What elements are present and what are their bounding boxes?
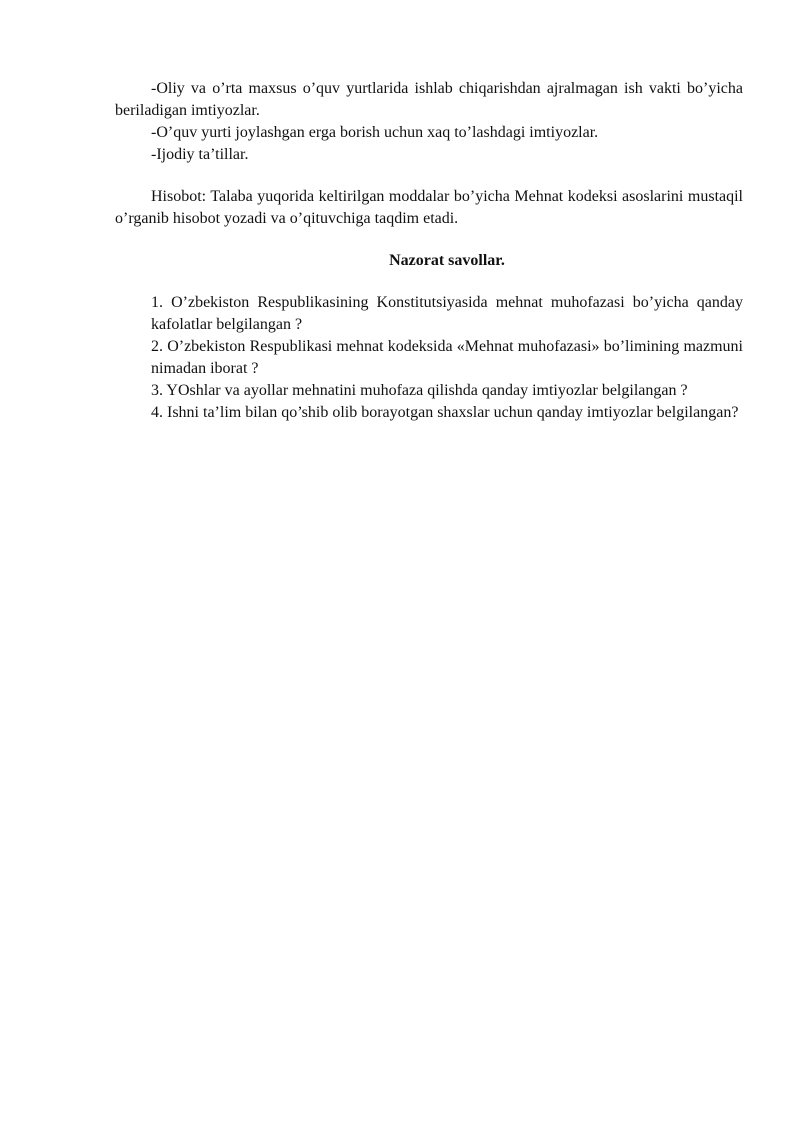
spacer bbox=[115, 272, 743, 292]
question-text: O’zbekiston Respublikasining Konstitutsiyasida mehnat muhofazasi bo’yicha qanday kafolatlar belgilangan ? bbox=[151, 294, 743, 333]
report-paragraph: Hisobot: Talaba yuqorida keltirilgan moddalar bo’yicha Mehnat kodeksi asoslarini mustaqil o’rganib hisobot yozadi va o’qituvchiga taqdim etadi. bbox=[115, 188, 743, 227]
intro-line-1: -Oliy va o’rta maxsus o’quv yurtlarida ishlab chiqarishdan ajralmagan ish vakti bo’yicha beriladigan imtiyozlar. bbox=[115, 80, 743, 119]
section-heading: Nazorat savollar. bbox=[389, 252, 505, 269]
intro-line-2: -O’quv yurti joylashgan erga borish uchun xaq to’lashdagi imtiyozlar. bbox=[151, 124, 599, 141]
question-text: Ishni ta’lim bilan qo’shib olib borayotgan shaxslar uchun qanday imtiyozlar belgilangan? bbox=[167, 404, 739, 421]
question-number: 1. bbox=[151, 294, 163, 311]
question-item-1 bbox=[151, 292, 743, 336]
spacer bbox=[115, 230, 743, 250]
question-text: YOshlar va ayollar mehnatini muhofaza qilishda qanday imtiyozlar belgilangan ? bbox=[166, 382, 688, 399]
question-number: 3. bbox=[151, 382, 163, 399]
question-text: O’zbekiston Respublikasi mehnat kodeksida «Mehnat muhofazasi» bo’limining mazmuni nimadan iborat ? bbox=[151, 338, 743, 377]
question-number: 4. bbox=[151, 404, 163, 421]
spacer bbox=[115, 166, 743, 186]
question-item-4 bbox=[151, 402, 743, 424]
question-number: 2. bbox=[151, 338, 163, 355]
question-item-2 bbox=[151, 336, 743, 380]
intro-line-3: -Ijodiy ta’tillar. bbox=[151, 146, 249, 163]
question-list bbox=[151, 292, 743, 424]
page-content bbox=[115, 78, 743, 424]
question-item-3 bbox=[151, 380, 743, 402]
